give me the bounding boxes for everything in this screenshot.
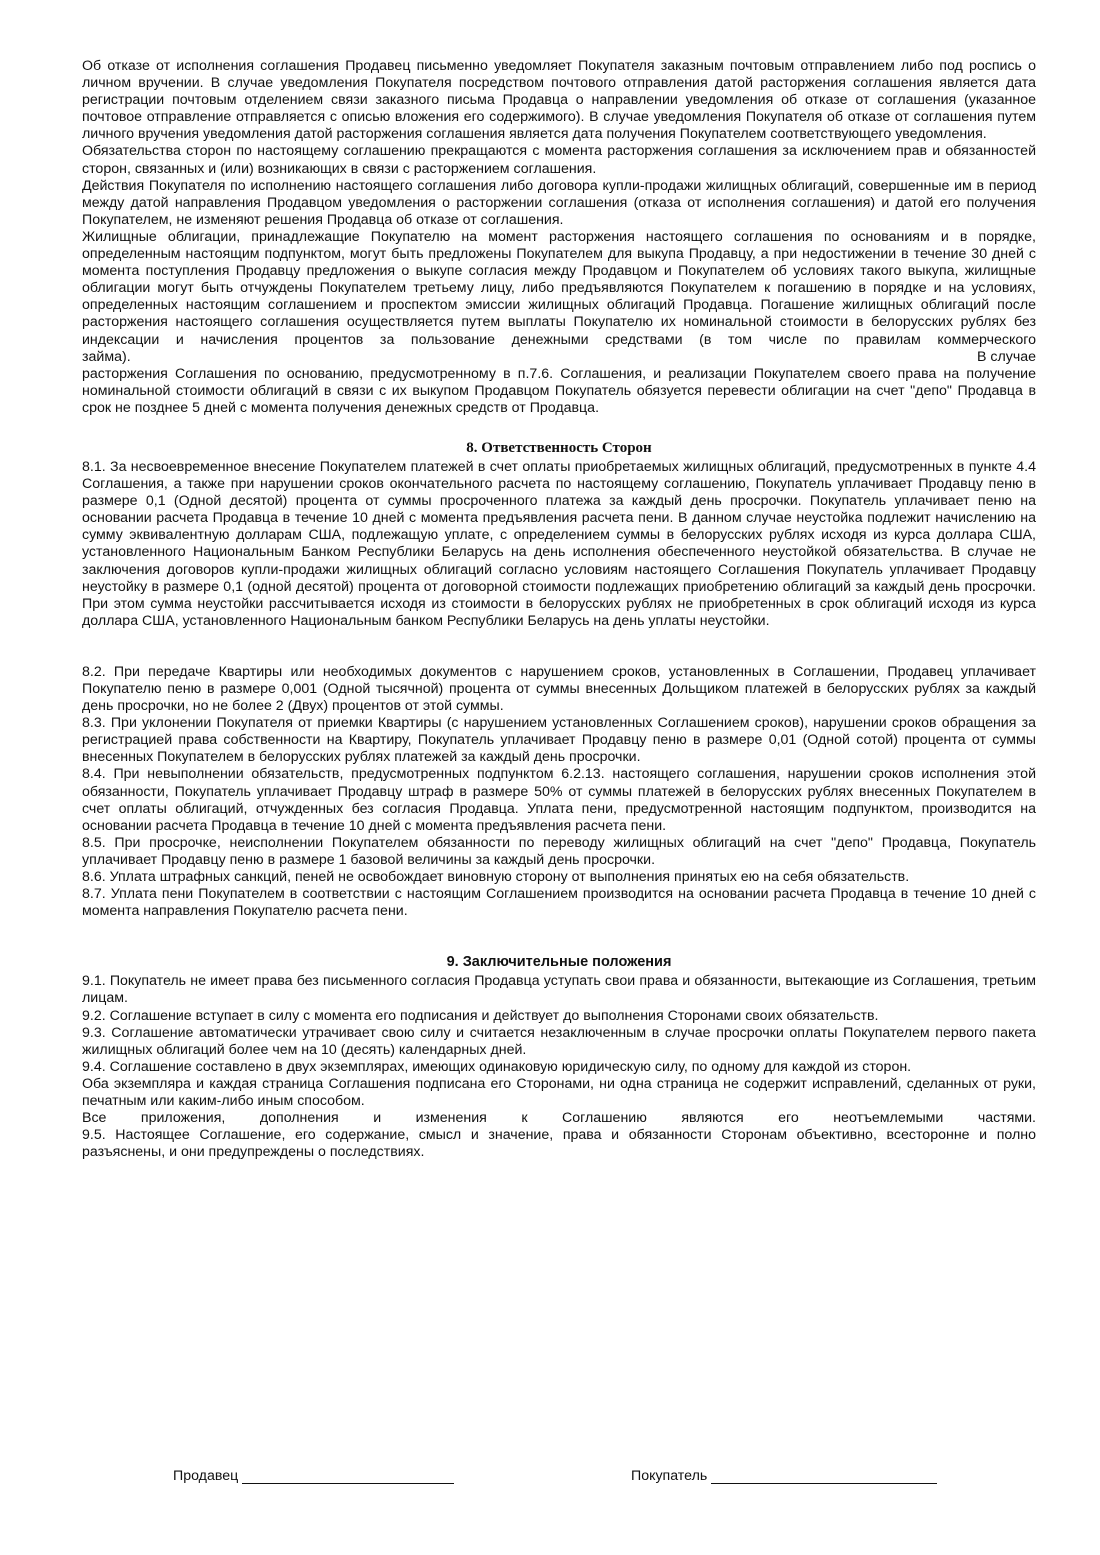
split-line-right: В случае bbox=[976, 348, 1036, 365]
seller-signature bbox=[173, 1468, 454, 1484]
intro-paragraph-4: Жилищные облигации, принадлежащие Покупателю на момент расторжения настоящего соглашения по основаниям и в порядке, определенным настоящим подпунктом, могут быть предложены Покупателем для выкупа Продавцу, а при недостижении в течение 30 дней с момента поступления Продавцу предложения о выкупе согласия между Продавцом и Покупателем об условиях такого выкупа, жилищные облигации могут быть отчуждены Покупателем третьему лицу, либо предъявляются Покупателем к погашению в порядке и на условиях, определенных настоящим соглашением и проспектом эмиссии жилищных облигаций Продавца. Погашение жилищных облигаций после расторжения настоящего соглашения осуществляется путем выплаты Покупателю их номинальной стоимости в белорусских рублях без индексации и начисления процентов за пользование денежными средствами (в том числе по правилам коммерческого bbox=[82, 228, 1036, 348]
clause-9-4-annexes: Все приложения, дополнения и изменения к Соглашению являются его неотъемлемыми частями. bbox=[82, 1110, 1036, 1127]
buyer-signature bbox=[631, 1468, 937, 1484]
buyer-signature-line bbox=[711, 1469, 937, 1484]
clause-8-7: 8.7. Уплата пени Покупателем в соответствии с настоящим Соглашением производится на основании расчета Продавца в течение 10 дней с момента направления Покупателю расчета пени. bbox=[82, 886, 1036, 920]
clause-8-3: 8.3. При уклонении Покупателя от приемки Квартиры (с нарушением установленных Соглашением сроков), нарушении сроков обращения за регистрацией права собственности на Квартиру, Покупатель уплачивает Продавцу пеню в размере 0,01 (Одной сотой) процента от суммы внесенных Покупателем в белорусских рублях платежей за каждый день просрочки. bbox=[82, 715, 1036, 766]
clause-8-4: 8.4. При невыполнении обязательств, предусмотренных подпунктом 6.2.13. настоящего соглашения, нарушении сроков исполнения этой обязанности, Покупатель уплачивает Продавцу штраф в размере 50% от суммы платежей в белорусских рублях внесенных Покупателем в счет оплаты облигаций, отчужденных без согласия Продавца. Уплата пени, предусмотренной настоящим подпунктом, производится на основании расчета Продавца в течение 10 дней с момента предъявления расчета пени. bbox=[82, 766, 1036, 834]
clause-9-4: 9.4. Соглашение составлено в двух экземплярах, имеющих одинаковую юридическую силу, по одному для каждой из сторон. bbox=[82, 1058, 912, 1075]
intro-paragraph-1: Об отказе от исполнения соглашения Продавец письменно уведомляет Покупателя заказным почтовым отправлением либо под роспись о личном вручении. В случае уведомления Покупателя посредством почтового отправления датой расторжения соглашения является дата регистрации почтовым отделением связи заказного письма Продавца о направлении уведомления об отказе от соглашения (указанное почтовое отправление отправляется с описью вложения его содержимого). В случае уведомления Покупателя об отказе от соглашения путем личного вручения уведомления датой расторжения соглашения является дата получения Покупателем соответствующего уведомления. bbox=[82, 58, 1036, 143]
continuation-paragraph: расторжения Соглашения по основанию, предусмотренному в п.7.6. Соглашения, и реализации Покупателем своего права на получение номинальной стоимости облигаций в связи с их выкупом Продавцом Покупатель обязуется перевести облигации на счет "депо" Продавца в срок не позднее 5 дней с момента получения денежных средств от Продавца. bbox=[82, 365, 1036, 416]
clause-9-4-copies: Оба экземпляра и каждая страница Соглашения подписана его Сторонами, ни одна страница не содержит исправлений, сделанных от руки, печатным или каким-либо иным способом. bbox=[82, 1075, 1036, 1109]
clause-9-1: 9.1. Покупатель не имеет права без письменного согласия Продавца уступать свои права и обязанности, вытекающие из Соглашения, третьим лицам. bbox=[82, 973, 1036, 1007]
split-line-left: займа). bbox=[82, 348, 131, 365]
buyer-label: Покупатель bbox=[631, 1468, 708, 1484]
clause-8-5: 8.5. При просрочке, неисполнении Покупателем обязанности по переводу жилищных облигаций на счет "депо" Продавца, Покупатель уплачивает Продавцу пеню в размере 1 базовой величины за каждый день просрочки. bbox=[82, 834, 1036, 868]
section-8-title: 8. Ответственность Сторон bbox=[466, 439, 652, 456]
signature-block bbox=[173, 1468, 973, 1492]
intro-paragraph-2: Обязательства сторон по настоящему соглашению прекращаются с момента расторжения соглашения за исключением прав и обязанностей сторон, связанных и (или) возникающих в связи с расторжением соглашения. bbox=[82, 143, 1036, 177]
seller-signature-line bbox=[242, 1469, 454, 1484]
section-9-title: 9. Заключительные положения bbox=[446, 954, 672, 971]
document-page bbox=[82, 58, 1036, 1161]
split-line bbox=[82, 349, 1036, 366]
intro-paragraph-3: Действия Покупателя по исполнению настоящего соглашения либо договора купли-продажи жилищных облигаций, совершенные им в период между датой направления Продавцом уведомления о расторжении соглашения (отказа от исполнения соглашения) и датой его получения Покупателем, не изменяют решения Продавца об отказе от соглашения. bbox=[82, 177, 1036, 228]
clause-8-1: 8.1. За несвоевременное внесение Покупателем платежей в счет оплаты приобретаемых жилищных облигаций, предусмотренных в пункте 4.4 Соглашения, а также при нарушении сроков окончательного расчета по настоящему соглашению, Покупатель уплачивает Продавцу пеню в размере 0,1 (Одной десятой) процента от суммы просроченного платежа за каждый день просрочки. Покупатель уплачивает пеню на основании расчета Продавца в течение 10 дней с момента предъявления расчета пени. В данном случае неустойка подлежит начислению на сумму эквивалентную долларам США, подлежащую уплате, с определением суммы в белорусских рублях исходя из курса доллара США, установленного Национальным Банком Республики Беларусь на день исполнения обеспеченного неустойкой обязательства. В случае не заключения договоров купли-продажи жилищных облигаций согласно условиям настоящего Соглашения Покупатель уплачивает Продавцу неустойку в размере 0,1 (одной десятой) процента от договорной стоимости подлежащих приобретению облигаций за каждый день просрочки. При этом сумма неустойки рассчитывается исходя из стоимости в белорусских рублях не приобретенных в срок облигаций исходя из курса доллара США, установленного Национальным банком Республики Беларусь на день уплаты неустойки. bbox=[82, 458, 1036, 629]
clause-8-2: 8.2. При передаче Квартиры или необходимых документов с нарушением сроков, установленных в Соглашении, Продавец уплачивает Покупателю пеню в размере 0,001 (Одной тысячной) процента от суммы внесенных Дольщиком платежей в белорусских рублях за каждый день просрочки, но не более 2 (Двух) процентов от этой суммы. bbox=[82, 663, 1036, 715]
seller-label: Продавец bbox=[173, 1468, 239, 1484]
clause-9-3: 9.3. Соглашение автоматически утрачивает свою силу и считается незаключенным в случае просрочки оплаты Покупателем первого пакета жилищных облигаций более чем на 10 (десять) календарных дней. bbox=[82, 1024, 1036, 1058]
clause-9-2: 9.2. Соглашение вступает в силу с момента его подписания и действует до выполнения Сторонами своих обязательств. bbox=[82, 1007, 879, 1024]
clause-8-6: 8.6. Уплата штрафных санкций, пеней не освобождает виновную сторону от выполнения принятых ею на себя обязательств. bbox=[82, 869, 910, 886]
spacer bbox=[82, 630, 1036, 664]
clause-9-5: 9.5. Настоящее Соглашение, его содержание, смысл и значение, права и обязанности Сторонам объективно, всесторонне и полно разъяснены, и они предупреждены о последствиях. bbox=[82, 1127, 1036, 1161]
